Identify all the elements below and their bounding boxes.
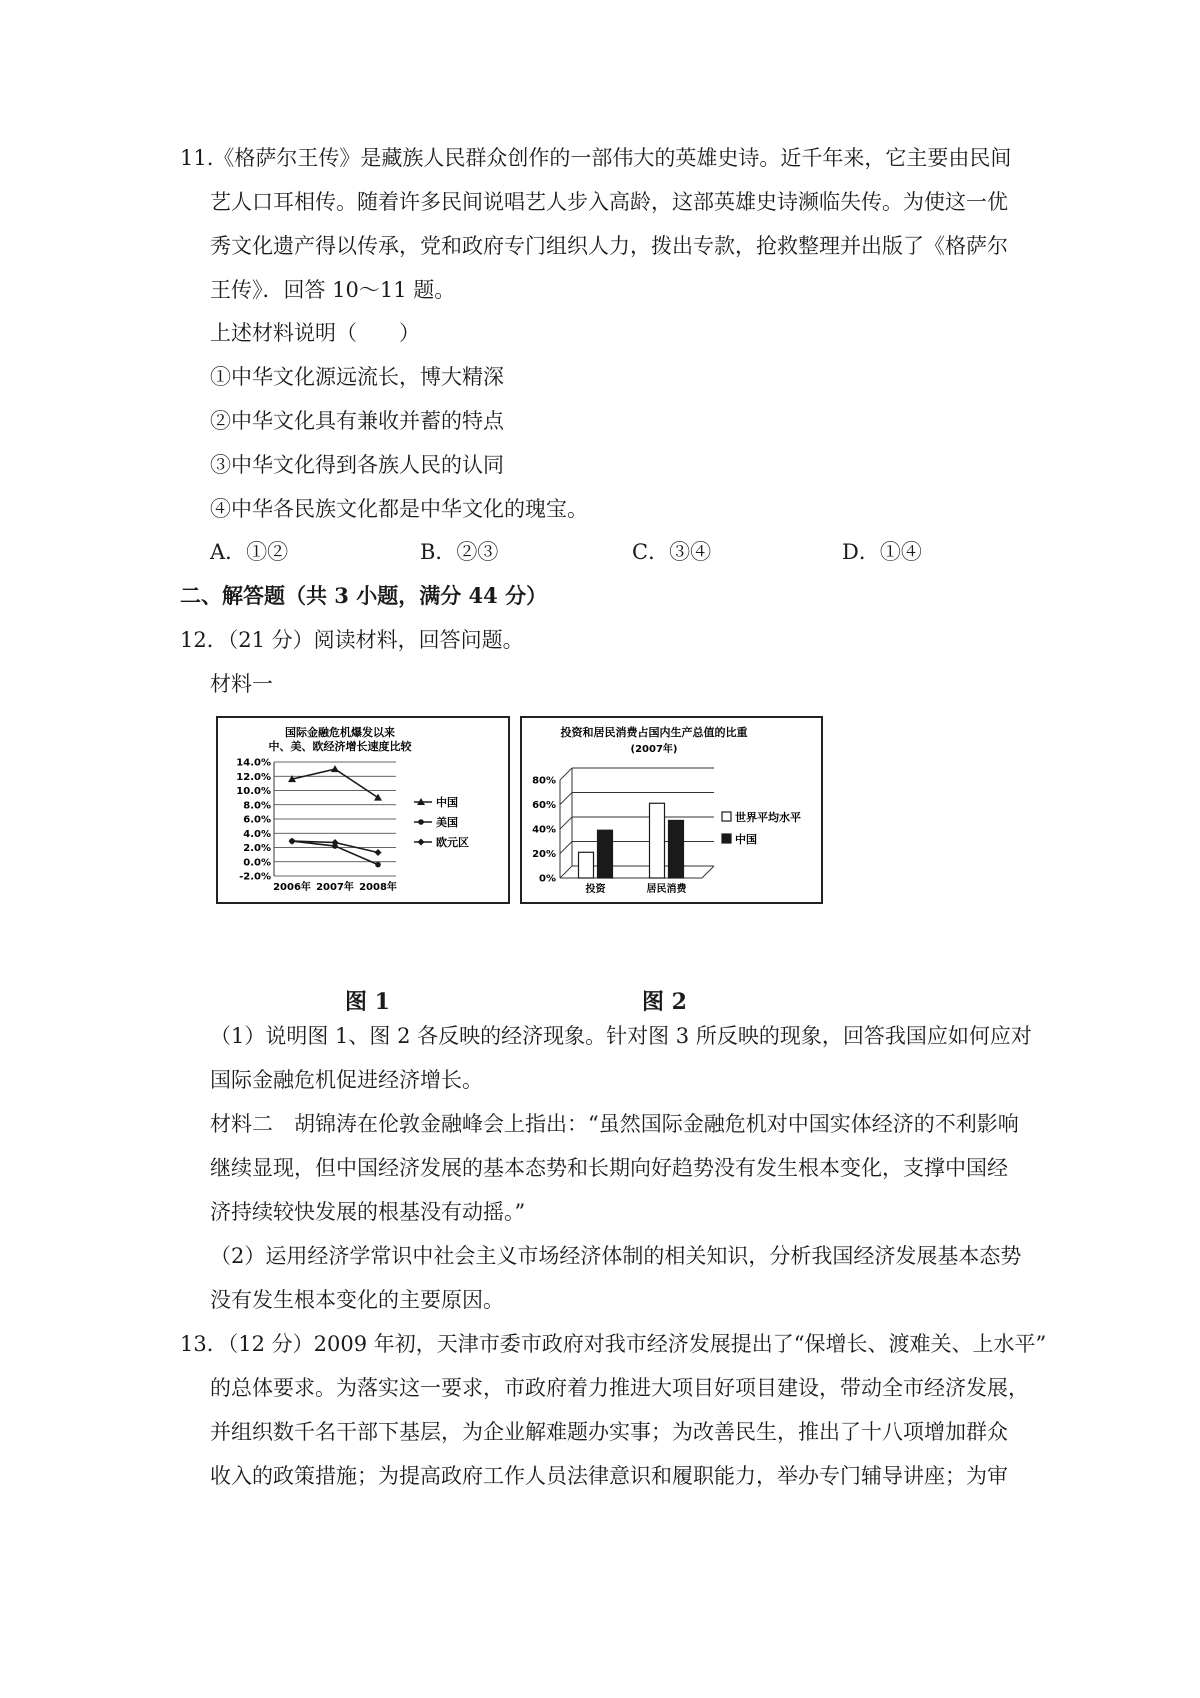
chart1-y-tick-label: 6.0% xyxy=(243,814,271,826)
chart1-x-tick-label: 2006年 xyxy=(273,882,311,893)
q11-option-d: D．①④ xyxy=(842,540,922,564)
q12-sub1-line-2: 国际金融危机促进经济增长。 xyxy=(210,1068,483,1092)
chart1-y-tick-label: 14.0% xyxy=(236,757,271,769)
figure-1-caption: 图 1 xyxy=(345,989,390,1015)
chart1-y-tick-label: 12.0% xyxy=(236,771,271,783)
q11-statement-4: ④中华各民族文化都是中华文化的瑰宝。 xyxy=(210,497,588,521)
chart2-x-tick-label: 居民消费 xyxy=(646,884,687,895)
q11-statement-1: ①中华文化源远流长，博大精深 xyxy=(210,365,504,389)
q13-line-4: 收入的政策措施；为提高政府工作人员法律意识和履职能力，举办专门辅导讲座；为审 xyxy=(210,1464,1008,1488)
chart1-subtitle: 中、美、欧经济增长速度比较 xyxy=(268,740,412,753)
figure-2-caption: 图 2 xyxy=(642,989,687,1015)
q12-sub2-line-2: 没有发生根本变化的主要原因。 xyxy=(210,1288,504,1312)
chart2-title: 投资和居民消费占国内生产总值的比重 xyxy=(560,726,748,739)
q11-line-1: 11.《格萨尔王传》是藏族人民群众创作的一部伟大的英雄史诗。近千年来，它主要由民间 xyxy=(180,146,1012,170)
q12-material2-line-1: 材料二 胡锦涛在伦敦金融峰会上指出：“虽然国际金融危机对中国实体经济的不利影响 xyxy=(210,1112,1019,1136)
chart2-y-tick-label: 40% xyxy=(532,824,556,836)
q12-material2-line-3: 济持续较快发展的根基没有动摇。” xyxy=(210,1200,526,1224)
chart1-x-tick-label: 2008年 xyxy=(359,882,397,893)
chart2-y-tick-label: 80% xyxy=(532,775,556,787)
q12-header: 12．（21 分）阅读材料，回答问题。 xyxy=(180,628,524,652)
chart2-legend-label: 中国 xyxy=(735,833,757,846)
chart1-y-tick-label: 4.0% xyxy=(243,828,271,840)
section-title: 二、解答题（共 3 小题，满分 44 分） xyxy=(180,583,548,608)
chart2-y-tick-label: 20% xyxy=(532,849,556,860)
chart1-legend-marker xyxy=(418,839,425,846)
chart1-y-tick-label: 8.0% xyxy=(243,800,271,812)
q12-material-1: 材料一 xyxy=(210,672,273,696)
chart2-grid-depth xyxy=(560,768,572,780)
chart2-legend-swatch xyxy=(722,834,731,843)
chart1-legend-label: 美国 xyxy=(436,816,458,829)
chart1-y-tick-label: 0.0% xyxy=(243,857,271,869)
q12-sub2-line-1: （2）运用经济学常识中社会主义市场经济体制的相关知识，分析我国经济发展基本态势 xyxy=(210,1244,1022,1268)
q11-statement-3: ③中华文化得到各族人民的认同 xyxy=(210,453,504,477)
chart2-grid-depth xyxy=(560,793,572,805)
chart1-series-line-0 xyxy=(292,769,378,798)
chart1-y-tick-label: 2.0% xyxy=(243,843,271,854)
q11-statement-2: ②中华文化具有兼收并蓄的特点 xyxy=(210,409,504,433)
chart1-series-2-point xyxy=(375,849,382,856)
chart2-legend-label: 世界平均水平 xyxy=(735,811,801,824)
chart1-y-tick-label: -2.0% xyxy=(239,871,271,883)
figure-2-bar-chart xyxy=(520,716,823,904)
chart2-subtitle: (2007年) xyxy=(630,744,678,755)
q11-option-c: C．③④ xyxy=(632,540,712,564)
q11-line-4: 王传》．回答 10～11 题。 xyxy=(210,278,456,302)
chart2-grid-depth xyxy=(560,817,572,829)
q13-line-2: 的总体要求。为落实这一要求，市政府着力推进大项目好项目建设，带动全市经济发展， xyxy=(210,1376,1029,1400)
chart1-title: 国际金融危机爆发以来 xyxy=(285,726,395,739)
q12-material2-line-2: 继续显现，但中国经济发展的基本态势和长期向好趋势没有发生根本变化，支撑中国经 xyxy=(210,1156,1008,1180)
chart2-bar-0-0 xyxy=(579,852,594,878)
figure-1-svg xyxy=(218,718,508,902)
q12-sub1-line-1: （1）说明图 1、图 2 各反映的经济现象。针对图 3 所反映的现象，回答我国应如何应对 xyxy=(210,1024,1032,1048)
chart2-x-tick-label: 投资 xyxy=(585,884,606,895)
q11-option-b: B．②③ xyxy=(420,540,499,564)
chart2-bar-1-0 xyxy=(598,830,613,878)
chart1-series-0-point xyxy=(331,765,339,772)
chart2-legend-swatch xyxy=(722,812,731,821)
figure-2-svg xyxy=(522,718,821,902)
chart2-grid-depth xyxy=(560,842,572,854)
chart2-y-tick-label: 60% xyxy=(532,800,556,811)
chart2-grid-depth xyxy=(560,866,572,878)
chart2-y-tick-label: 0% xyxy=(539,873,556,885)
q11-line-2: 艺人口耳相传。随着许多民间说唱艺人步入高龄，这部英雄史诗濒临失传。为使这一优 xyxy=(210,190,1008,214)
q13-line-1: 13．（12 分）2009 年初，天津市委市政府对我市经济发展提出了“保增长、渡难关、上水平” xyxy=(180,1332,1047,1356)
chart2-bar-1-1 xyxy=(669,820,684,878)
q11-option-a: A．①② xyxy=(210,540,289,564)
q11-line-3: 秀文化遗产得以传承，党和政府专门组织人力，拨出专款，抢救整理并出版了《格萨尔 xyxy=(210,234,1008,258)
chart2-bar-0-1 xyxy=(650,803,665,878)
chart1-series-2-point xyxy=(289,838,296,845)
chart2-floor-edge xyxy=(702,866,714,878)
chart1-series-1-point xyxy=(375,862,381,868)
figure-1-line-chart xyxy=(216,716,510,904)
chart1-y-tick-label: 10.0% xyxy=(236,786,271,797)
chart1-legend-label: 欧元区 xyxy=(436,836,469,849)
q11-prompt: 上述材料说明（ ） xyxy=(210,321,420,345)
chart1-x-tick-label: 2007年 xyxy=(316,882,354,893)
chart1-legend-marker xyxy=(418,819,424,825)
q13-line-3: 并组织数千名干部下基层，为企业解难题办实事；为改善民生，推出了十八项增加群众 xyxy=(210,1420,1008,1444)
chart1-series-0-point xyxy=(374,794,382,801)
chart1-legend-label: 中国 xyxy=(436,796,458,809)
